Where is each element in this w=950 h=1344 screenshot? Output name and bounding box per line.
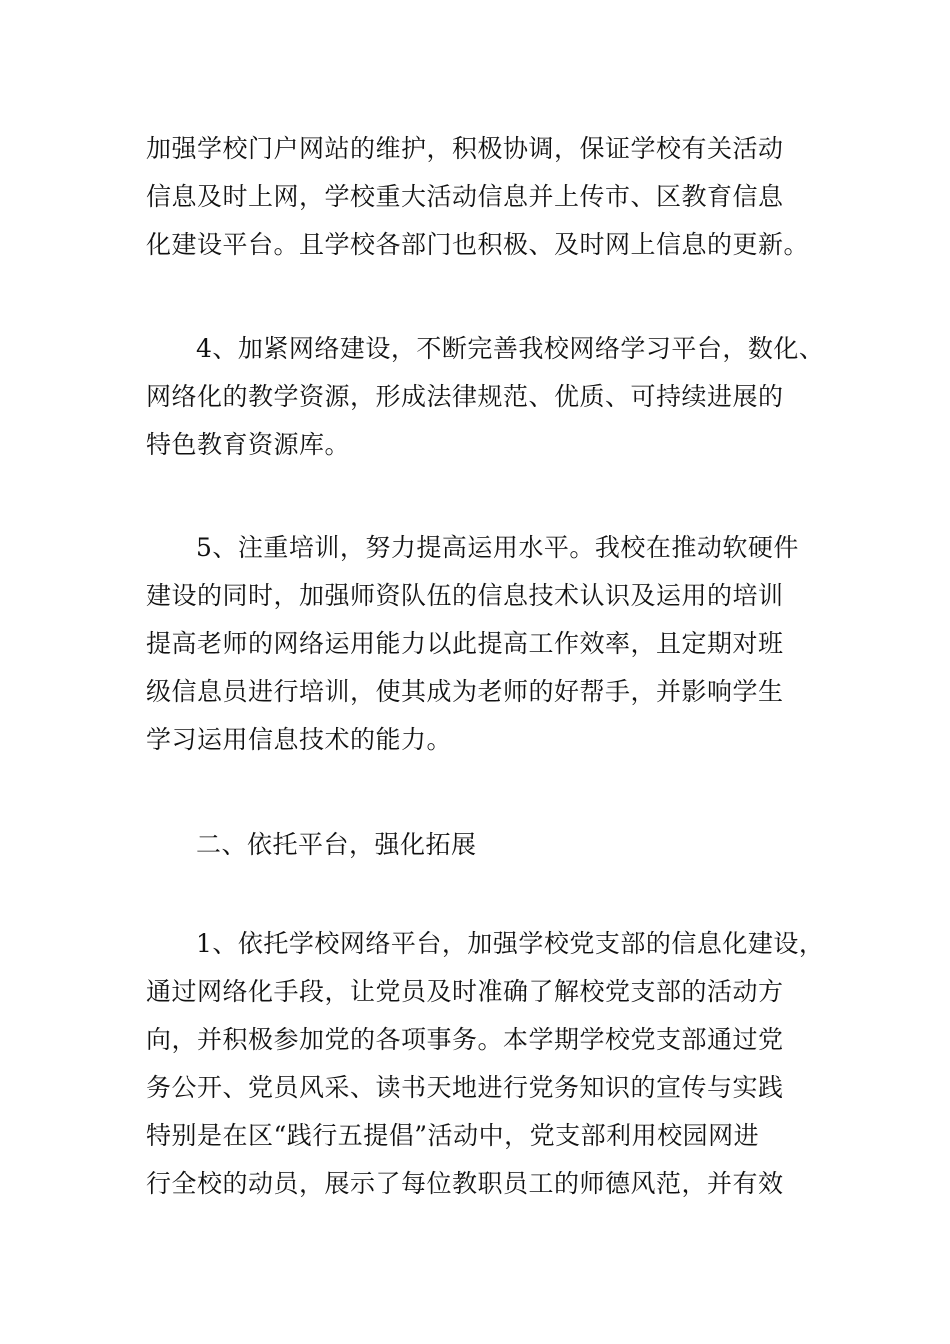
paragraph-line: 加强学校门户网站的维护，积极协调，保证学校有关活动: [146, 134, 784, 163]
item-4-paragraph: [146, 325, 825, 469]
paragraph-line: 网络化的教学资源，形成法律规范、优质、可持续进展的: [146, 382, 784, 411]
paragraph-line: 通过网络化手段，让党员及时准确了解校党支部的活动方: [146, 977, 784, 1006]
paragraph-line: 务公开、党员风采、读书天地进行党务知识的宣传与实践: [146, 1073, 784, 1102]
paragraph-line: 级信息员进行培训，使其成为老师的好帮手，并影响学生: [146, 677, 784, 706]
item-2-1-paragraph: [146, 920, 825, 1208]
section-heading: [146, 821, 816, 869]
item-5-paragraph: [146, 524, 816, 764]
paragraph-line: 行全校的动员，展示了每位教职员工的师德风范，并有效: [146, 1169, 784, 1198]
paragraph-line: 向，并积极参加党的各项事务。本学期学校党支部通过党: [146, 1025, 784, 1054]
paragraph-line: 信息及时上网，学校重大活动信息并上传市、区教育信息: [146, 182, 784, 211]
paragraph-line: 建设的同时，加强师资队伍的信息技术认识及运用的培训: [146, 581, 784, 610]
section-heading-text: 二、依托平台，强化拓展: [196, 830, 477, 859]
paragraph-line: 特色教育资源库。: [146, 430, 351, 459]
paragraph-continuation: [146, 125, 816, 269]
paragraph-line: 4、加紧网络建设，不断完善我校网络学习平台，数化、: [196, 334, 825, 363]
paragraph-line: 提高老师的网络运用能力以此提高工作效率，且定期对班: [146, 629, 784, 658]
paragraph-line: 学习运用信息技术的能力。: [146, 725, 453, 754]
paragraph-line: 化建设平台。且学校各部门也积极、及时网上信息的更新。: [146, 230, 810, 259]
paragraph-line: 5、注重培训，努力提高运用水平。我校在推动软硬件: [196, 533, 799, 562]
paragraph-line: 特别是在区“践行五提倡”活动中，党支部利用校园网进: [146, 1121, 760, 1150]
paragraph-line: 1、依托学校网络平台，加强学校党支部的信息化建设，: [196, 929, 825, 958]
